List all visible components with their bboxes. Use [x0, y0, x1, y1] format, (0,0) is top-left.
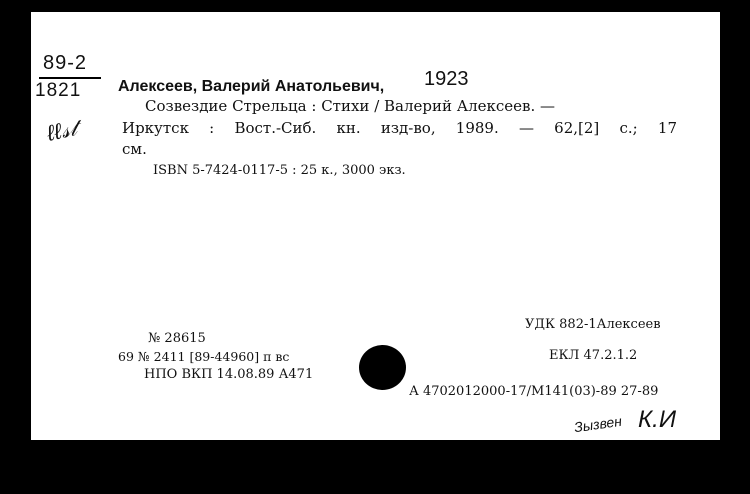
punch-hole — [359, 345, 406, 390]
imprint-line — [122, 119, 677, 137]
handwritten-call-number-bottom: 1821 — [35, 80, 82, 101]
imprint-token-pages: 62,[2] — [554, 119, 600, 137]
handwritten-birth-year: 1923 — [424, 68, 469, 90]
imprint-token-kn: кн. — [336, 119, 361, 137]
imprint-token-size: 17 — [657, 119, 677, 137]
call-number-underline — [39, 77, 101, 79]
isbn-line: ISBN 5-7424-0117-5 : 25 к., 3000 экз. — [153, 163, 406, 178]
author-heading: Алексеев, Валерий Анатольевич, — [118, 78, 385, 95]
ekl-code: ЕКЛ 47.2.1.2 — [549, 348, 638, 363]
imprint-token-izd: изд-во, — [380, 119, 436, 137]
npo-line: НПО ВКП 14.08.89 А471 — [144, 367, 314, 382]
size-unit: см. — [122, 140, 147, 158]
imprint-token-dash: — — [518, 119, 534, 137]
udk-code: УДК 882-1Алексеев — [525, 317, 661, 332]
handwritten-call-number-top: 89-2 — [43, 52, 88, 74]
record-number: № 28615 — [148, 331, 206, 346]
imprint-token-year: 1989. — [455, 119, 499, 137]
publication-code: А 4702012000-17/М141(03)-89 27-89 — [409, 384, 659, 399]
handwritten-signature-right: К.И — [638, 406, 676, 433]
imprint-token-s: с.; — [619, 119, 638, 137]
imprint-token-colon: : — [209, 119, 215, 137]
imprint-token-publisher: Вост.-Сиб. — [234, 119, 317, 137]
catalog-card — [31, 12, 720, 440]
order-line: 69 № 2411 [89-44960] п вс — [118, 349, 290, 364]
imprint-token-place: Иркутск — [122, 119, 189, 137]
handwritten-scribble: ℓℓ𝓈𝓉 — [44, 115, 79, 146]
title-line: Созвездие Стрельца : Стихи / Валерий Алексеев. — — [145, 97, 556, 115]
handwritten-signature-left: Зызвен — [573, 412, 623, 436]
